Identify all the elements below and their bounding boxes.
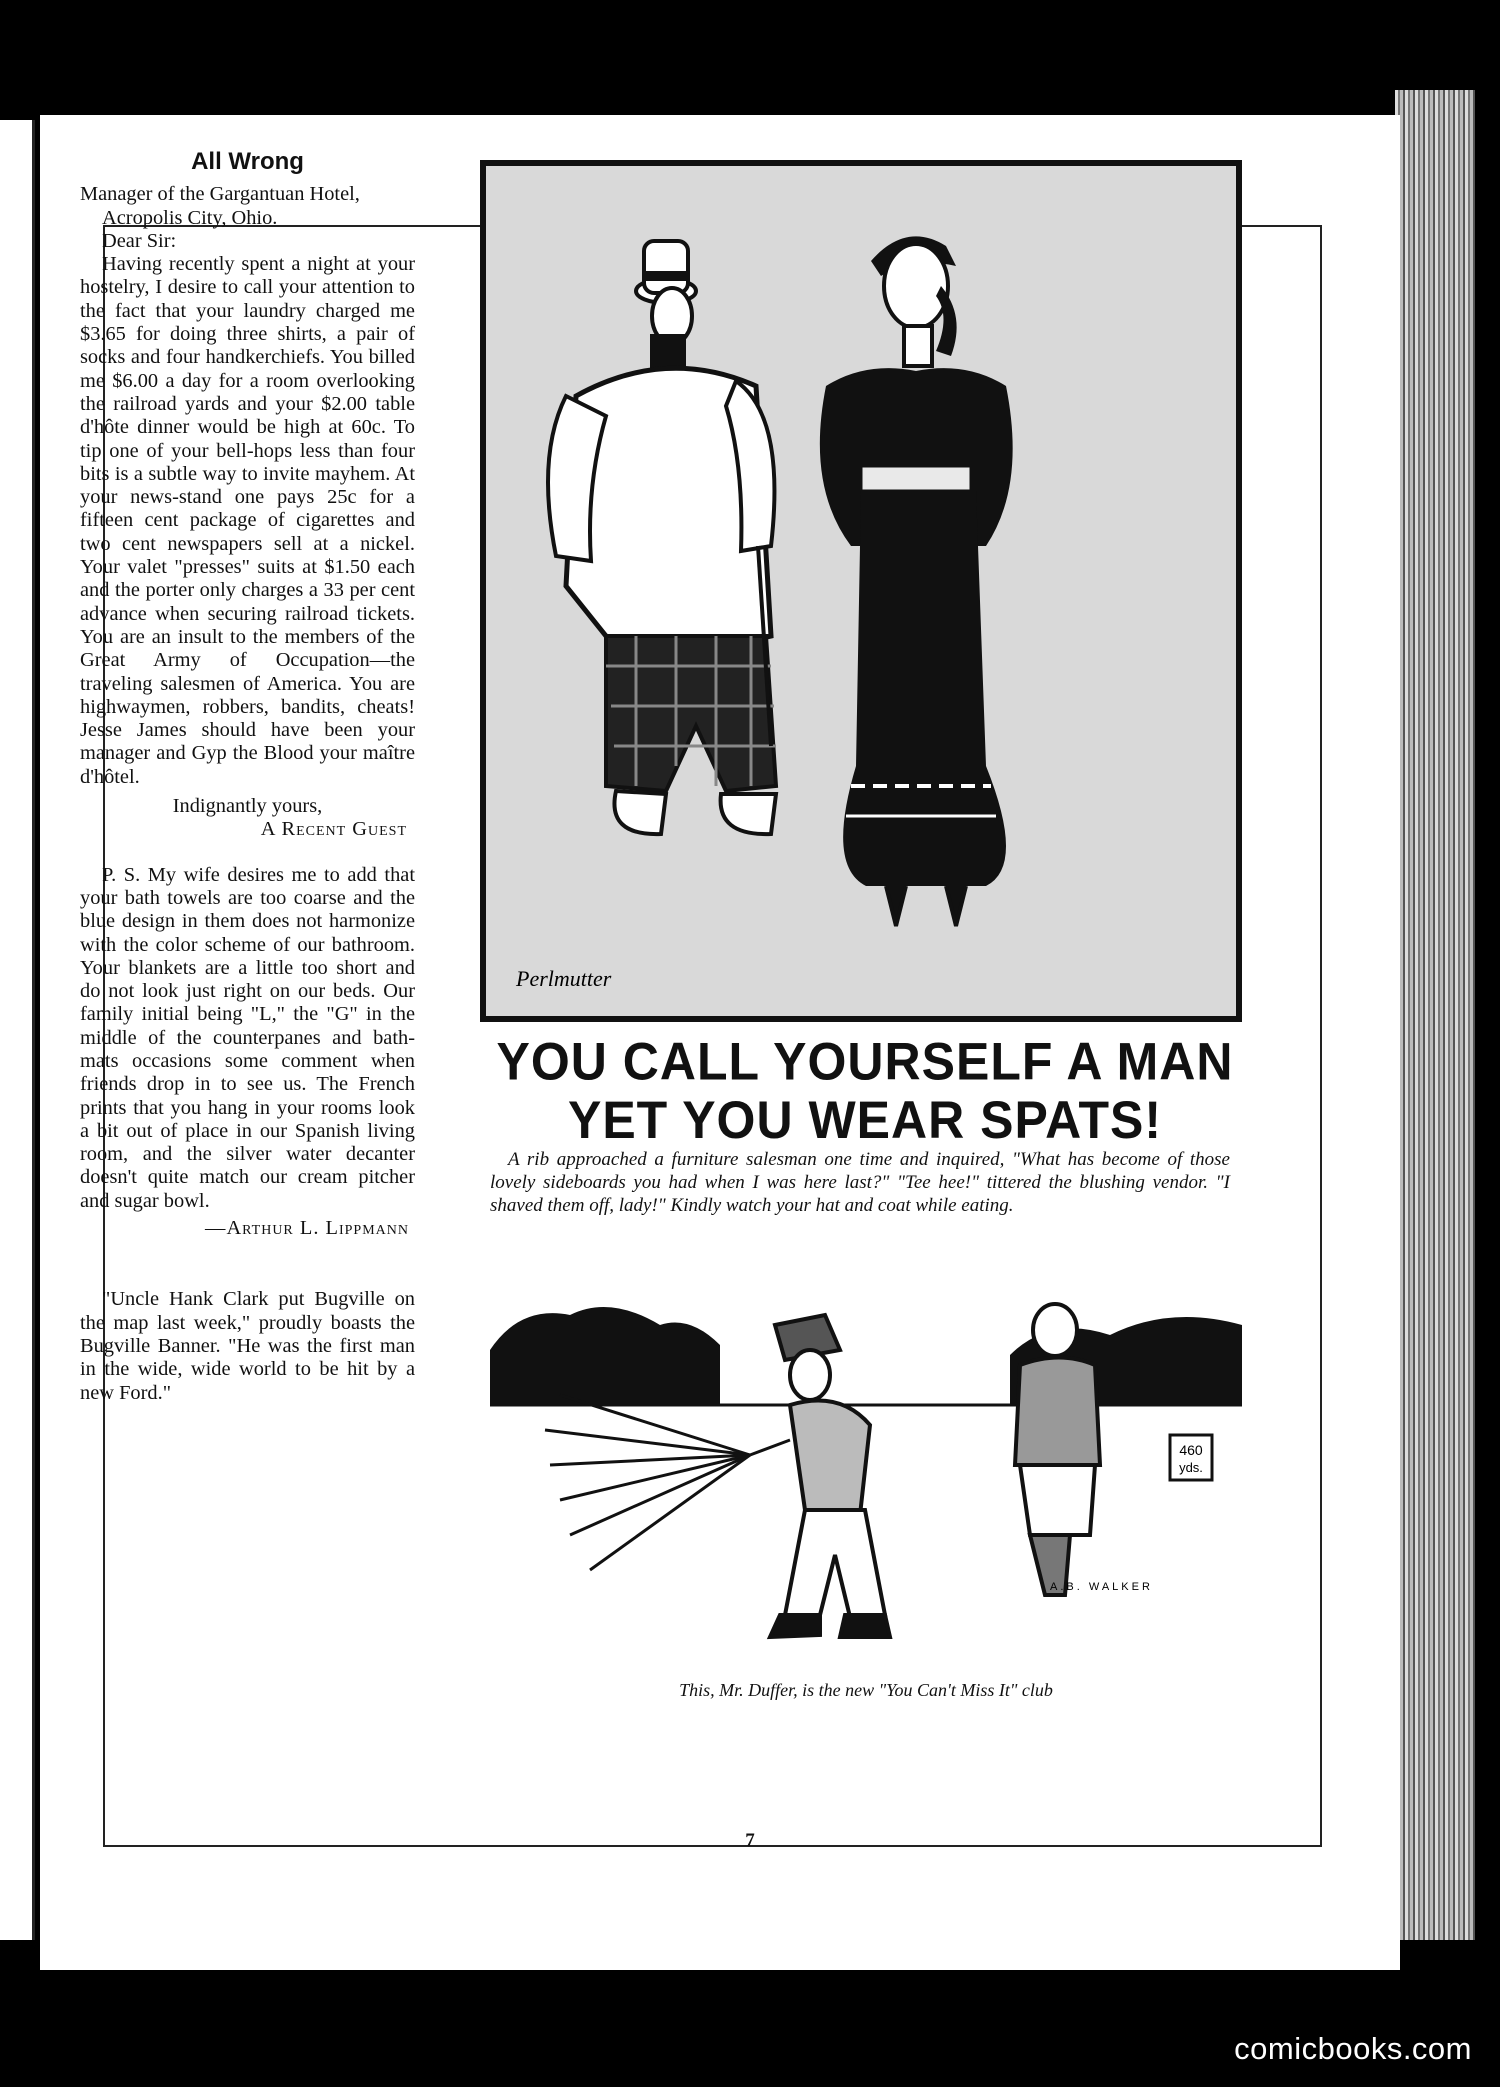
spats-cartoon [480,160,1242,1022]
multi-head-club [545,1395,790,1570]
woman-figure [820,236,1013,926]
filler-paragraph: "Uncle Hank Clark put Bugville on the map last week," proudly boasts the Bugville Banner. "He was the first man in the wide, wide world to be hit by a new Ford." [80,1288,415,1404]
watermark: comicbooks.com [1234,2031,1472,2066]
address-line-1: Manager of the Gargantuan Hotel, [80,183,360,206]
golf-cartoon [490,1295,1242,1655]
golf-cartoon-drawing [490,1295,1242,1655]
headline-line-2: YET YOU WEAR SPATS! [567,1091,1163,1150]
page-number: 7 [745,1830,755,1851]
left-column [80,150,415,1405]
address-line-2: Acropolis City, Ohio. [102,206,278,229]
salutation: Dear Sir: [102,229,177,252]
spats-caption-text: A rib approached a furniture salesman one time and inquired, "What has become of those lovely sideboards you had when I was here last?" "Tee hee!" tittered the blushing vendor. "I shaved them off, lady!" Kindly watch your hat and coat while eating. [490,1149,1230,1216]
spats-cartoon-drawing [486,166,1236,1016]
spats-caption [490,1148,1230,1217]
letter-body: Having recently spent a night at your hostelry, I desire to call your attention to the fact that your laundry charged me $3.65 for doing three shirts, a pair of socks and four handkerchiefs. You billed me $6.00 a day for a room overlooking the railroad yards and your $2.00 table d'hôte dinner would be high at 60c. To tip one of your bell-hops less than four bits is a subtle way to invite mayhem. At your news-stand one pays 25c for a fifteen cent package of cigarettes and two cent newspapers sell at a nickel. Your valet "presses" suits at $1.50 each and the porter only charges a 33 per cent advance when securing railroad tickets. You are an insult to the members of the Great Army of Occupation—the traveling salesmen of America. You are highwaymen, robbers, bandits, cheats! Jesse James should have been your manager and Gyp the Blood your maître d'hôtel. [80,253,415,788]
postscript: P. S. My wife desires me to add that your bath towels are too coarse and the blue design in them does not harmonize with the color scheme of our bathroom. Your blankets are a little too short and do not look just right on our beds. Our family initial being "L," the "G" in the middle of the counterpanes and bath-mats occasions some comment when friends drop in to see us. The French prints that you hang in your rooms look a bit out of place in our Spanish living room, and the silver water decanter doesn't quite match our cream pitcher and sugar bowl. [80,863,415,1212]
tree-silhouette [490,1307,720,1405]
closing: Indignantly yours, [172,795,323,818]
headline-line-1: YOU CALL YOURSELF A MAN [496,1032,1234,1091]
facing-page-edge [0,120,35,1940]
article-title: All Wrong [191,148,304,175]
sign-number: 460 [1179,1442,1203,1458]
byline: —Arthur L. Lippmann [205,1217,409,1240]
sign-unit: yds. [1179,1460,1203,1475]
cartoon2-signature: A.B. WALKER [1050,1581,1153,1593]
spats-headline [480,1032,1250,1150]
book-page-edges [1395,90,1475,1940]
signature: A Recent Guest [260,818,407,841]
cartoon1-signature: Perlmutter [516,966,612,991]
golf-caption: This, Mr. Duffer, is the new "You Can't Miss It" club [679,1680,1053,1700]
man-in-spats-figure [548,241,776,834]
golfer-figure [770,1315,890,1637]
